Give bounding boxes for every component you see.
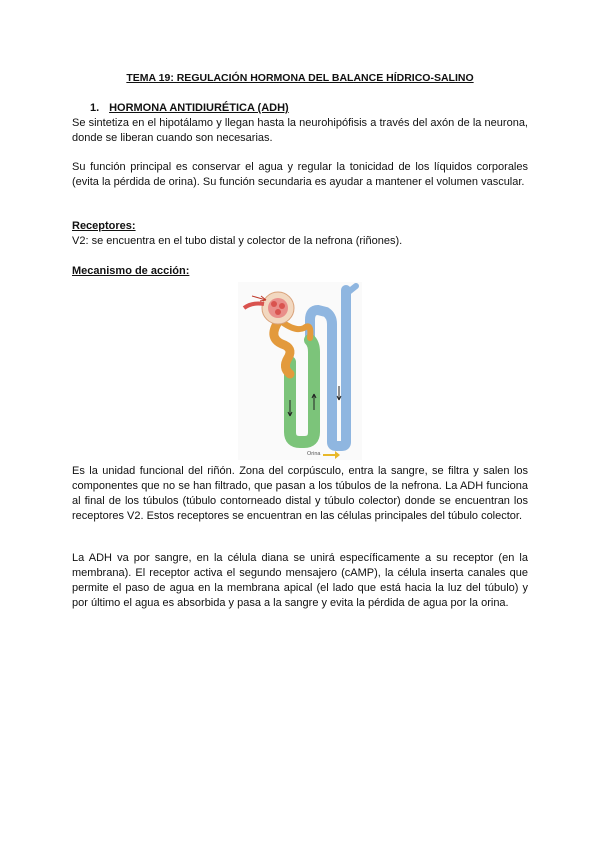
section-number: 1.	[90, 102, 100, 114]
page-title: TEMA 19: REGULACIÓN HORMONA DEL BALANCE HÍDRICO-SALINO	[126, 72, 474, 84]
receptors-text: V2: se encuentra en el tubo distal y colector de la nefrona (riñones).	[72, 235, 403, 247]
section-heading	[90, 101, 289, 116]
paragraph-adh-mechanism: La ADH va por sangre, en la célula diana se unirá específicamente a su receptor (en la membrana). El receptor activa el segundo mensajero (cAMP), la célula inserta canales que permite el paso de agua en la membrana apical (el lado que está hacia la luz del túbulo) y por último el agua es absorbida y pasa a la sangre y evita la pérdida de agua por la orina.	[72, 552, 528, 609]
legend-label: Orina	[307, 451, 321, 457]
paragraph-function: Su función principal es conservar el agua y regular la tonicidad de los líquidos corporales (evita la pérdida de orina). Su función secundaria es ayudar a mantener el volumen vascular.	[72, 161, 528, 188]
mechanism-heading: Mecanismo de acción:	[72, 265, 190, 277]
paragraph-nephron: Es la unidad funcional del riñón. Zona del corpúsculo, entra la sangre, se filtra y salen los componentes que no se han filtrado, que pasan a los túbulos de la nefrona. La ADH funciona al final de los túbulos (túbulo contorneado distal y túbulo colector) donde se encuentran los receptores V2. Estos receptores se encuentran en las células principales del túbulo colector.	[72, 465, 528, 522]
receptors-heading: Receptores:	[72, 220, 136, 232]
paragraph-synthesis: Se sintetiza en el hipotálamo y llegan hasta la neurohipófisis a través del axón de la neurona, donde se liberan cuando son necesarias.	[72, 117, 528, 144]
figure-legend	[307, 447, 337, 462]
urine-arrow-icon	[323, 454, 337, 456]
nephron-figure	[238, 282, 362, 460]
section-title: HORMONA ANTIDIURÉTICA (ADH)	[109, 102, 289, 114]
